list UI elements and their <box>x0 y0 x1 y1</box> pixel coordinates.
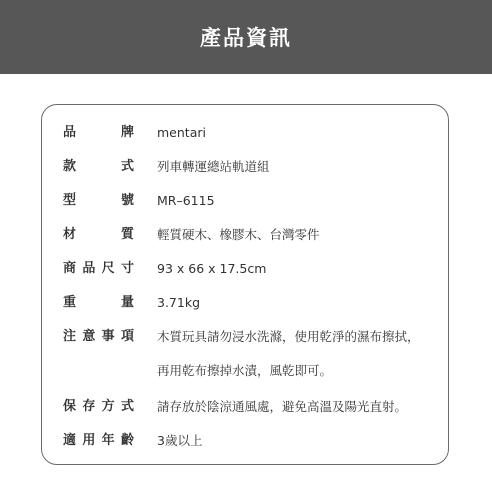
spec-label-size: 商 品 尺 寸 <box>63 261 134 276</box>
spec-row-notes-continued <box>42 359 448 383</box>
spec-label-material: 材 質 <box>63 227 134 242</box>
spec-row-storage <box>42 395 448 419</box>
spec-value-brand: mentari <box>157 125 206 140</box>
spec-row-brand <box>42 121 448 145</box>
spec-value-model: MR–6115 <box>157 193 215 208</box>
spec-value-age: 3歲以上 <box>157 433 203 448</box>
spec-value-storage: 請存放於陰涼通風處，避免高溫及陽光直射。 <box>157 399 408 414</box>
spec-row-age <box>42 429 448 453</box>
header-banner <box>0 0 492 74</box>
spec-value-notes-line2: 再用乾布擦掉水漬，風乾即可。 <box>157 363 333 378</box>
spec-value-material: 輕質硬木、橡膠木、台灣零件 <box>157 227 320 242</box>
spec-value-notes-line1: 木質玩具請勿浸水洗滌，使用乾淨的濕布擦拭， <box>157 329 420 344</box>
spec-value-style: 列車轉運總站軌道組 <box>157 159 270 174</box>
spec-row-model <box>42 189 448 213</box>
spec-label-age: 適 用 年 齡 <box>63 433 134 448</box>
spec-value-size: 93 x 66 x 17.5cm <box>157 261 267 276</box>
page-title: 產品資訊 <box>200 26 292 50</box>
spec-label-brand: 品 牌 <box>63 125 134 140</box>
spec-label-model: 型 號 <box>63 193 134 208</box>
product-info-card <box>41 104 449 465</box>
spec-row-size <box>42 257 448 281</box>
spec-row-material <box>42 223 448 247</box>
spec-row-weight <box>42 291 448 315</box>
spec-label-storage: 保 存 方 式 <box>63 399 134 414</box>
spec-row-notes <box>42 325 448 349</box>
spec-label-notes: 注 意 事 項 <box>63 329 134 344</box>
spec-label-style: 款 式 <box>63 159 134 174</box>
spec-row-style <box>42 155 448 179</box>
spec-label-weight: 重 量 <box>63 295 134 310</box>
spec-value-weight: 3.71kg <box>157 295 201 310</box>
